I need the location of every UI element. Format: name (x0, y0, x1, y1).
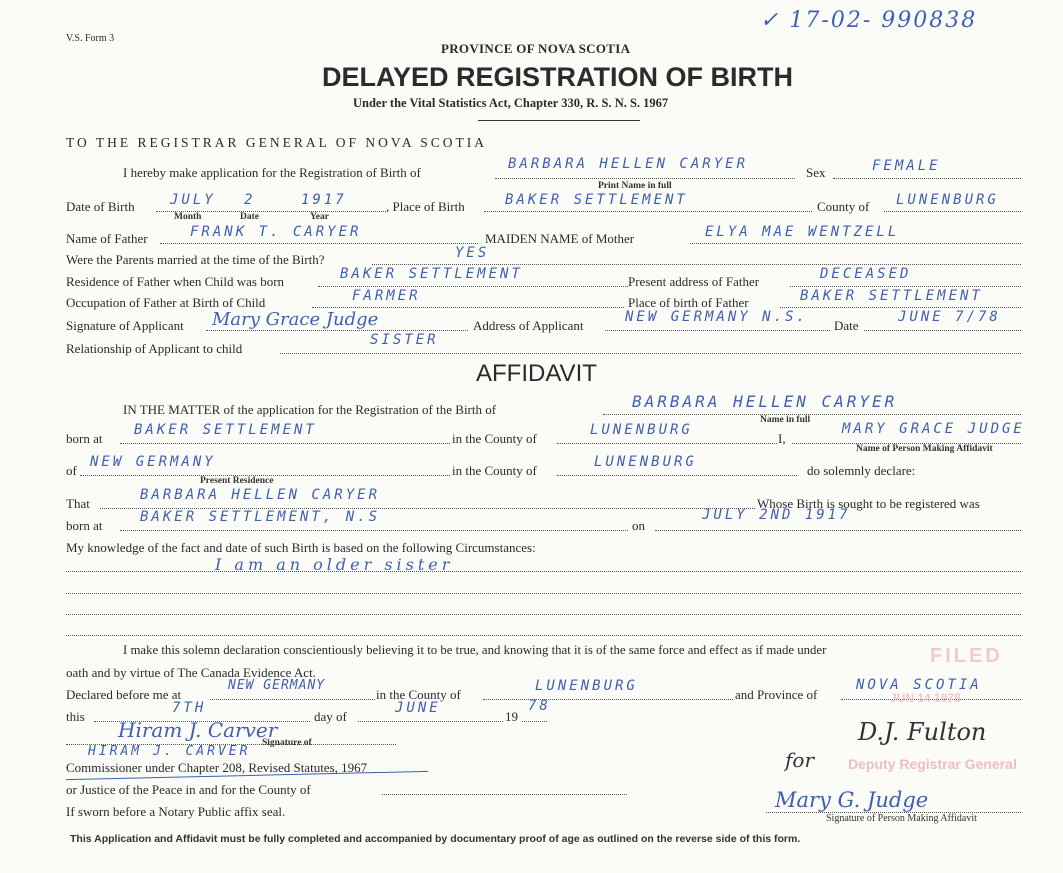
commissioner-label: Commissioner under Chapter 208, Revised Statutes, 1967 (66, 760, 368, 775)
notary-label: If sworn before a Notary Public affix seal. (66, 804, 286, 819)
year-prefix: 19 (505, 709, 518, 724)
address-applicant-label: Address of Applicant (473, 318, 584, 333)
place-of-birth-value: BAKER SETTLEMENT (505, 192, 688, 208)
in-county-label: in the County of (452, 431, 537, 446)
father-present-address-value: DECEASED (820, 266, 912, 282)
father-name-label: Name of Father (66, 231, 148, 246)
that-child-name: BARBARA HELLEN CARYER (140, 487, 381, 503)
affiant-residence: NEW GERMANY (90, 454, 216, 470)
addressee: TO THE REGISTRAR GENERAL OF NOVA SCOTIA (66, 135, 488, 150)
declared-county-value: LUNENBURG (535, 678, 638, 694)
dob-label: Date of Birth (66, 199, 135, 214)
applicant-signature: Mary Grace Judge (212, 309, 379, 330)
father-name-value: FRANK T. CARYER (190, 224, 362, 240)
father-present-address-label: Present address of Father (628, 274, 760, 289)
month-hint: Month (174, 212, 202, 222)
title-rule (478, 120, 640, 121)
file-number: ✓ 17-02- 990838 (760, 8, 978, 33)
in-county-label-2: in the County of (452, 463, 537, 478)
father-birthplace-label: Place of birth of Father (628, 295, 749, 310)
on-label: on (632, 518, 645, 533)
affidavit-born-at: BAKER SETTLEMENT (134, 422, 317, 438)
declaration-line-1: I make this solemn declaration conscientiously believing it to be true, and knowing that it is of the same force and effect as if made under (123, 643, 827, 657)
commissioner-signature: Hiram J. Carver (118, 718, 278, 742)
child-name-value: BARBARA HELLEN CARYER (508, 156, 749, 172)
declared-at-value: NEW GERMANY (228, 678, 326, 693)
declared-province-value: NOVA SCOTIA (856, 677, 982, 693)
father-birthplace-value: BAKER SETTLEMENT (800, 288, 983, 304)
declared-before-label: Declared before me at (66, 687, 182, 702)
county-label: County of (817, 199, 870, 214)
in-county-label-3: in the County of (376, 687, 461, 702)
present-residence-hint: Present Residence (200, 476, 274, 486)
subtitle: Under the Vital Statistics Act, Chapter 330, R. S. N. S. 1967 (353, 96, 669, 110)
father-residence-value: BAKER SETTLEMENT (340, 266, 523, 282)
father-occupation-label: Occupation of Father at Birth of Child (66, 295, 266, 310)
day-of-label: day of (314, 709, 347, 724)
affiant-signature-hint: Signature of Person Making Affidavit (826, 813, 977, 824)
applicant-address-value: NEW GERMANY N.S. (625, 309, 808, 325)
province-heading: PROVINCE OF NOVA SCOTIA (441, 41, 631, 56)
print-name-hint: Print Name in full (598, 181, 672, 191)
filed-stamp: FILED (930, 645, 1003, 667)
place-of-birth-label: , Place of Birth (386, 199, 465, 214)
affidavit-matter: IN THE MATTER of the application for the Registration of the Birth of (123, 402, 497, 417)
mother-maiden-label: MAIDEN NAME of Mother (485, 231, 635, 246)
dob-year: 1917 (301, 192, 347, 208)
application-date-value: JUNE 7/78 (898, 309, 1001, 325)
affidavit-born-at-2: BAKER SETTLEMENT, N.S (140, 509, 381, 525)
date-label: Date (834, 318, 859, 333)
of-label: of (66, 463, 77, 478)
mother-maiden-value: ELYA MAE WENTZELL (705, 224, 900, 240)
solemnly-label: do solemnly declare: (807, 463, 916, 478)
footer-note: This Application and Affidavit must be fully completed and accompanied by documentary proof of age as outlined on the reverse side of this form. (70, 833, 801, 845)
relationship-label: Relationship of Applicant to child (66, 341, 243, 356)
date-stamp: JUN 14 1978 (890, 691, 961, 705)
declared-month-value: JUNE (395, 700, 441, 716)
registrar-signature: D.J. Fulton (858, 718, 987, 746)
affidavit-heading: AFFIDAVIT (476, 360, 597, 387)
justice-label: or Justice of the Peace in and for the County of (66, 782, 311, 797)
signature-applicant-label: Signature of Applicant (66, 318, 184, 333)
form-number: V.S. Form 3 (66, 33, 115, 44)
signature-of-hint: Signature of (262, 738, 312, 748)
person-affidavit-hint: Name of Person Making Affidavit (856, 444, 993, 454)
name-in-full-hint: Name in full (760, 415, 811, 425)
affidavit-born-on: JULY 2ND 1917 (702, 507, 851, 523)
knowledge-label: My knowledge of the fact and date of such Birth is based on the following Circumstances: (66, 540, 536, 555)
year-hint: Year (310, 212, 329, 222)
affiant-name: MARY GRACE JUDGE (842, 421, 1025, 437)
county-value: LUNENBURG (896, 192, 999, 208)
affidavit-child-name: BARBARA HELLEN CARYER (632, 392, 898, 411)
province-of-label: and Province of (735, 687, 818, 702)
born-at-label: born at (66, 431, 103, 446)
father-occupation-value: FARMER (352, 288, 421, 304)
affiant-residence-county: LUNENBURG (594, 454, 697, 470)
i-label: I, (778, 431, 786, 446)
born-at-label-2: born at (66, 518, 103, 533)
declared-year-value: 78 (528, 698, 551, 714)
affidavit-county: LUNENBURG (590, 422, 693, 438)
declaration-line-2: oath and by virtue of The Canada Evidence Act. (66, 665, 316, 680)
affiant-signature: Mary G. Judge (775, 788, 929, 812)
relationship-value: SISTER (370, 332, 439, 348)
parents-married-label: Were the Parents married at the time of the Birth? (66, 252, 325, 267)
sex-value: FEMALE (872, 158, 941, 174)
apply-label: I hereby make application for the Registration of Birth of (123, 165, 421, 180)
parents-married-value: YES (455, 245, 490, 261)
that-label: That (66, 496, 90, 511)
sex-label: Sex (806, 165, 826, 180)
circumstance-text: I am an older sister (215, 555, 454, 574)
page-title: DELAYED REGISTRATION OF BIRTH (322, 62, 794, 92)
deputy-registrar-stamp: Deputy Registrar General (848, 756, 1017, 772)
dob-month: JULY (170, 192, 216, 208)
registrar-initials: for (785, 748, 815, 772)
declared-day-value: 7TH (172, 700, 207, 716)
this-label: this (66, 709, 85, 724)
dob-date: 2 (244, 192, 256, 208)
commissioner-print: HIRAM J. CARVER (88, 744, 251, 759)
whose-birth-label: Whose Birth is sought to be registered was (757, 496, 980, 511)
father-residence-label: Residence of Father when Child was born (66, 274, 285, 289)
date-hint: Date (240, 212, 259, 222)
